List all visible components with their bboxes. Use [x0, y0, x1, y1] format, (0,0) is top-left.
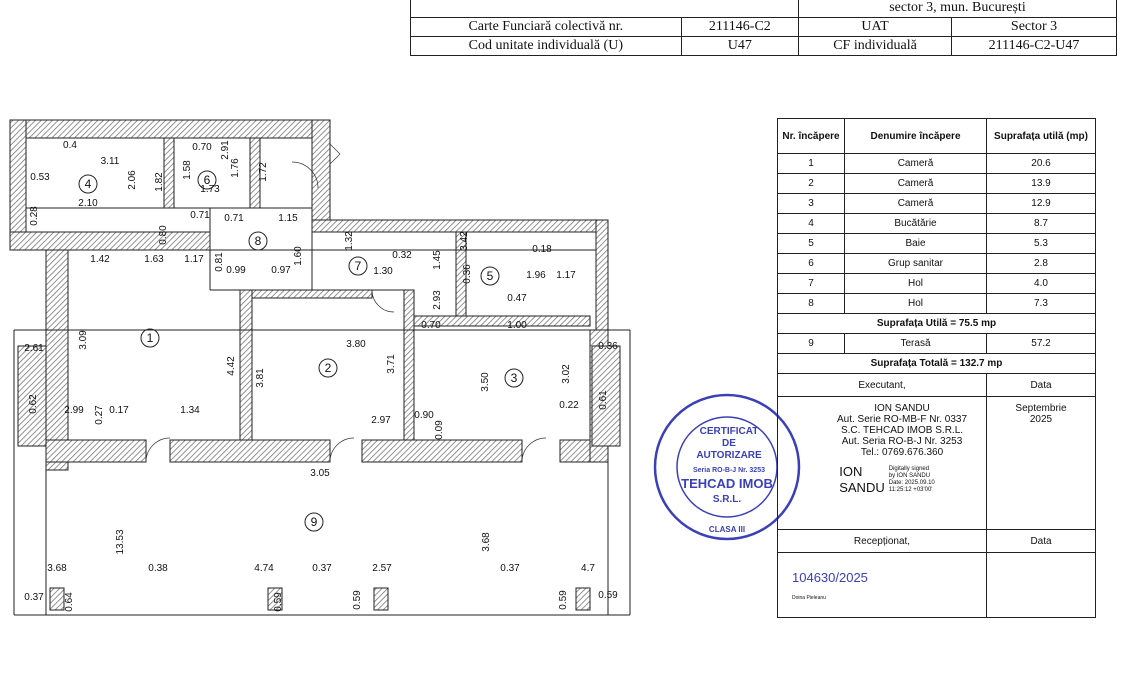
header-row — [411, 18, 1117, 37]
dimension-label: 3.68 — [47, 563, 67, 574]
room-4-label — [79, 175, 97, 193]
room-nr: 7 — [778, 274, 845, 294]
room-5-label — [481, 267, 499, 285]
dimension-label: 3.42 — [459, 231, 470, 251]
executant-cell — [778, 397, 987, 530]
wall-left-room1 — [46, 250, 68, 470]
dimension-label: 1.17 — [556, 270, 576, 281]
executant-line: S.C. TEHCAD IMOB S.R.L. — [840, 425, 964, 436]
dimension-label: 1.58 — [182, 160, 193, 180]
executant-line: Aut. Seria RO-B-J Nr. 3253 — [841, 436, 963, 447]
svg-text:5: 5 — [486, 269, 494, 283]
room-name: Cameră — [845, 194, 987, 214]
dimension-label: 1.30 — [373, 266, 393, 277]
room-name: Grup sanitar — [845, 254, 987, 274]
room-name: Baie — [845, 234, 987, 254]
dimension-label: 1.60 — [293, 246, 304, 266]
room-nr: 8 — [778, 294, 845, 314]
dimension-label: 0.70 — [192, 142, 212, 153]
dimension-label: 1.72 — [258, 162, 269, 182]
table-row — [778, 254, 1096, 274]
dimension-label: 0.99 — [226, 265, 246, 276]
wall-room1-2 — [240, 290, 252, 440]
room-area: 5.3 — [987, 234, 1096, 254]
stamp-line: TEHCAD IMOB — [681, 476, 773, 491]
dimension-label: 3.68 — [481, 532, 492, 552]
dimension-label: 0.59 — [352, 590, 363, 610]
date-month: Septembrie — [1015, 403, 1067, 414]
dimension-label: 0.36 — [462, 264, 473, 284]
dimension-label: 0.64 — [64, 592, 75, 612]
svg-text:4: 4 — [84, 177, 92, 191]
dimension-label: 0.71 — [190, 210, 210, 221]
table-row — [778, 174, 1096, 194]
room-2-label — [319, 359, 337, 377]
room-nr: 4 — [778, 214, 845, 234]
receptionat-header-row — [778, 530, 1096, 553]
dimension-label: 0.59 — [273, 592, 284, 612]
dimension-label: 0.36 — [598, 341, 618, 352]
wall-kitchen-bottom — [10, 232, 210, 250]
cf-colectiva-value: 211146-C2 — [681, 18, 798, 37]
room-area: 7.3 — [987, 294, 1096, 314]
grand-total: Suprafața Totală = 132.7 mp — [778, 354, 1096, 374]
executant-line: Tel.: 0769.676.360 — [860, 447, 944, 458]
receptionat-number: 104630/2025 — [792, 569, 868, 585]
header-table — [410, 0, 1117, 56]
dimension-label: 0.62 — [28, 394, 39, 414]
terrace-pillar — [374, 588, 388, 610]
room-1-label — [141, 329, 159, 347]
dimension-label: 0.28 — [29, 206, 40, 226]
table-row — [778, 234, 1096, 254]
room-area: 2.8 — [987, 254, 1096, 274]
useful-total: Suprafața Utilă = 75.5 mp — [778, 314, 1096, 334]
stamp-line: CERTIFICAT — [699, 426, 759, 437]
svg-text:8: 8 — [254, 234, 262, 248]
floor-plan — [0, 110, 640, 630]
dimension-label: 2.91 — [220, 140, 231, 160]
wall-left-kitchen — [10, 120, 26, 250]
stamp-line: Seria RO-B-J Nr. 3253 — [693, 467, 765, 474]
room-8-label — [249, 232, 267, 250]
rooms-table — [777, 118, 1096, 618]
digital-signature — [791, 464, 983, 496]
header-address-cell: sector 3, mun. București — [798, 0, 1116, 18]
dimension-label: 0.27 — [94, 405, 105, 425]
room-nr: 2 — [778, 174, 845, 194]
dimension-label: 2.93 — [432, 290, 443, 310]
dimension-label: 3.05 — [310, 468, 330, 479]
dimension-label: 13.53 — [115, 529, 126, 555]
dimension-label: 1.96 — [526, 270, 546, 281]
table-row — [778, 274, 1096, 294]
date-year: 2025 — [1029, 414, 1053, 425]
signature-meta: 11:25:12 +03'00' — [888, 487, 933, 493]
col-header-nr: Nr. încăpere — [778, 119, 845, 154]
dimension-label: 1.42 — [90, 254, 110, 265]
receptionat-cell — [778, 553, 987, 618]
room-area: 13.9 — [987, 174, 1096, 194]
svg-text:7: 7 — [354, 259, 362, 273]
dimension-label: 3.80 — [346, 339, 366, 350]
dimension-label: 0.71 — [224, 213, 244, 224]
terrace-nr: 9 — [778, 334, 845, 354]
cod-unitate-label: Cod unitate individuală (U) — [411, 37, 682, 56]
dimension-label: 4.74 — [254, 563, 274, 574]
dimension-label: 1.63 — [144, 254, 164, 265]
dimension-label: 1.00 — [507, 320, 527, 331]
dimension-label: 2.61 — [24, 343, 44, 354]
room-name: Hol — [845, 274, 987, 294]
wall-mid-top — [312, 220, 608, 232]
dimension-label: 0.59 — [558, 590, 569, 610]
terrace-pillar — [50, 588, 64, 610]
stamp-line: DE — [722, 438, 736, 449]
signature-name: ION — [839, 464, 863, 479]
dimension-label: 1.82 — [154, 172, 165, 192]
table-row — [778, 294, 1096, 314]
dimension-label: 0.32 — [392, 250, 412, 261]
signature-meta: Date: 2025.09.10 — [888, 480, 935, 486]
dimension-label: 1.73 — [200, 184, 220, 195]
table-row — [778, 334, 1096, 354]
executant-line: Aut. Serie RO-MB-F Nr. 0337 — [836, 414, 968, 425]
rooms-table-header — [778, 119, 1096, 154]
wall-bottom-1b — [170, 440, 330, 462]
room-nr: 3 — [778, 194, 845, 214]
dimension-label: 2.57 — [372, 563, 392, 574]
dimension-label: 1.34 — [180, 405, 200, 416]
cf-colectiva-label: Carte Funciară colectivă nr. — [411, 18, 682, 37]
dimension-label: 1.15 — [278, 213, 298, 224]
room-nr: 1 — [778, 154, 845, 174]
dimension-label: 3.50 — [480, 372, 491, 392]
dimension-label: 0.70 — [421, 320, 441, 331]
dimension-label: 0.4 — [63, 140, 77, 151]
svg-text:9: 9 — [310, 515, 318, 529]
wall-right-bath — [596, 220, 608, 340]
dimension-label: 0.38 — [148, 563, 168, 574]
dimension-label: 1.17 — [184, 254, 204, 265]
room-area: 8.7 — [987, 214, 1096, 234]
room-7-label — [349, 257, 367, 275]
dimension-label: 0.22 — [559, 400, 579, 411]
cf-individuala-label: CF individuală — [798, 37, 951, 56]
room-3-label — [505, 369, 523, 387]
dimension-label: 0.18 — [532, 244, 552, 255]
dimension-label: 3.02 — [561, 364, 572, 384]
dimension-label: 0.59 — [598, 590, 618, 601]
grand-total-row — [778, 354, 1096, 374]
dimension-label: 1.45 — [432, 250, 443, 270]
uat-value: Sector 3 — [952, 18, 1117, 37]
receptionat-label: Recepționat, — [778, 530, 987, 553]
dimension-label: 0.09 — [434, 420, 445, 440]
dimension-label: 2.97 — [371, 415, 391, 426]
room-nr: 5 — [778, 234, 845, 254]
entrance-arrow-icon — [330, 144, 340, 164]
dimension-label: 0.47 — [507, 293, 527, 304]
dimension-label: 3.09 — [78, 330, 89, 350]
header-row — [411, 37, 1117, 56]
dimension-label: 0.80 — [158, 225, 169, 245]
room-9-label — [305, 513, 323, 531]
dimension-label: 4.7 — [581, 563, 595, 574]
cod-unitate-value: U47 — [681, 37, 798, 56]
wall-bottom-1a — [46, 440, 146, 462]
dimension-label: 3.71 — [386, 354, 397, 374]
room-name: Bucătărie — [845, 214, 987, 234]
receptionat-date-cell — [987, 553, 1096, 618]
table-row — [778, 214, 1096, 234]
room-name: Cameră — [845, 154, 987, 174]
col-header-area: Suprafața utilă (mp) — [987, 119, 1096, 154]
wall-room2-top — [252, 290, 372, 298]
receptionat-name: Doina Pieleanu — [792, 594, 826, 601]
terrace-pillar — [576, 588, 590, 610]
useful-total-row — [778, 314, 1096, 334]
dimension-label: 0.37 — [312, 563, 332, 574]
wall-top-left — [10, 120, 330, 138]
executant-header-row — [778, 374, 1096, 397]
dimension-label: 2.99 — [64, 405, 84, 416]
executant-name: ION SANDU — [874, 403, 930, 414]
table-row — [778, 194, 1096, 214]
data-label: Data — [987, 530, 1096, 553]
dimension-label: 1.76 — [230, 158, 241, 178]
room-area: 20.6 — [987, 154, 1096, 174]
dimension-label: 2.10 — [78, 198, 98, 209]
dimension-label: 4.42 — [226, 356, 237, 376]
col-header-name: Denumire încăpere — [845, 119, 987, 154]
svg-text:6: 6 — [203, 173, 211, 187]
dimension-label: 0.90 — [414, 410, 434, 421]
dimension-label: 3.81 — [255, 368, 266, 388]
dimension-label: 2.06 — [127, 170, 138, 190]
signature-name: SANDU — [839, 480, 885, 495]
date-cell — [987, 397, 1096, 530]
dimension-label: 0.53 — [30, 172, 50, 183]
table-row — [778, 154, 1096, 174]
room-area: 12.9 — [987, 194, 1096, 214]
room-name: Cameră — [845, 174, 987, 194]
executant-label: Executant, — [778, 374, 987, 397]
stamp-line: S.R.L. — [712, 494, 742, 505]
wall-bottom-3a — [362, 440, 522, 462]
terrace-name: Terasă — [845, 334, 987, 354]
svg-text:1: 1 — [146, 331, 154, 345]
signature-meta: by ION SANDU — [888, 473, 931, 479]
terrace-area: 57.2 — [987, 334, 1096, 354]
svg-text:2: 2 — [324, 361, 332, 375]
room-name: Hol — [845, 294, 987, 314]
stamp-line: CLASA III — [708, 525, 746, 534]
dimension-label: 0.81 — [214, 252, 225, 272]
cf-individuala-value: 211146-C2-U47 — [952, 37, 1117, 56]
svg-text:3: 3 — [510, 371, 518, 385]
room-rows — [778, 154, 1096, 314]
wall-wc-left — [164, 138, 174, 208]
stamp-line: AUTORIZARE — [696, 450, 762, 461]
header-blank-cell — [411, 0, 799, 18]
executant-row — [778, 397, 1096, 530]
dimension-label: 0.37 — [24, 592, 44, 603]
receptionat-row — [778, 553, 1096, 618]
room-area: 4.0 — [987, 274, 1096, 294]
wall-room2-3 — [404, 290, 414, 440]
uat-label: UAT — [798, 18, 951, 37]
signature-meta: Digitally signed — [888, 466, 930, 472]
dimension-label: 0.61 — [598, 390, 609, 410]
dimension-label: 0.97 — [271, 265, 291, 276]
room-nr: 6 — [778, 254, 845, 274]
dimension-label: 1.32 — [344, 231, 355, 251]
data-label: Data — [987, 374, 1096, 397]
dimension-label: 3.11 — [100, 156, 120, 167]
dimension-label: 0.17 — [109, 405, 129, 416]
dimension-label: 0.37 — [500, 563, 520, 574]
